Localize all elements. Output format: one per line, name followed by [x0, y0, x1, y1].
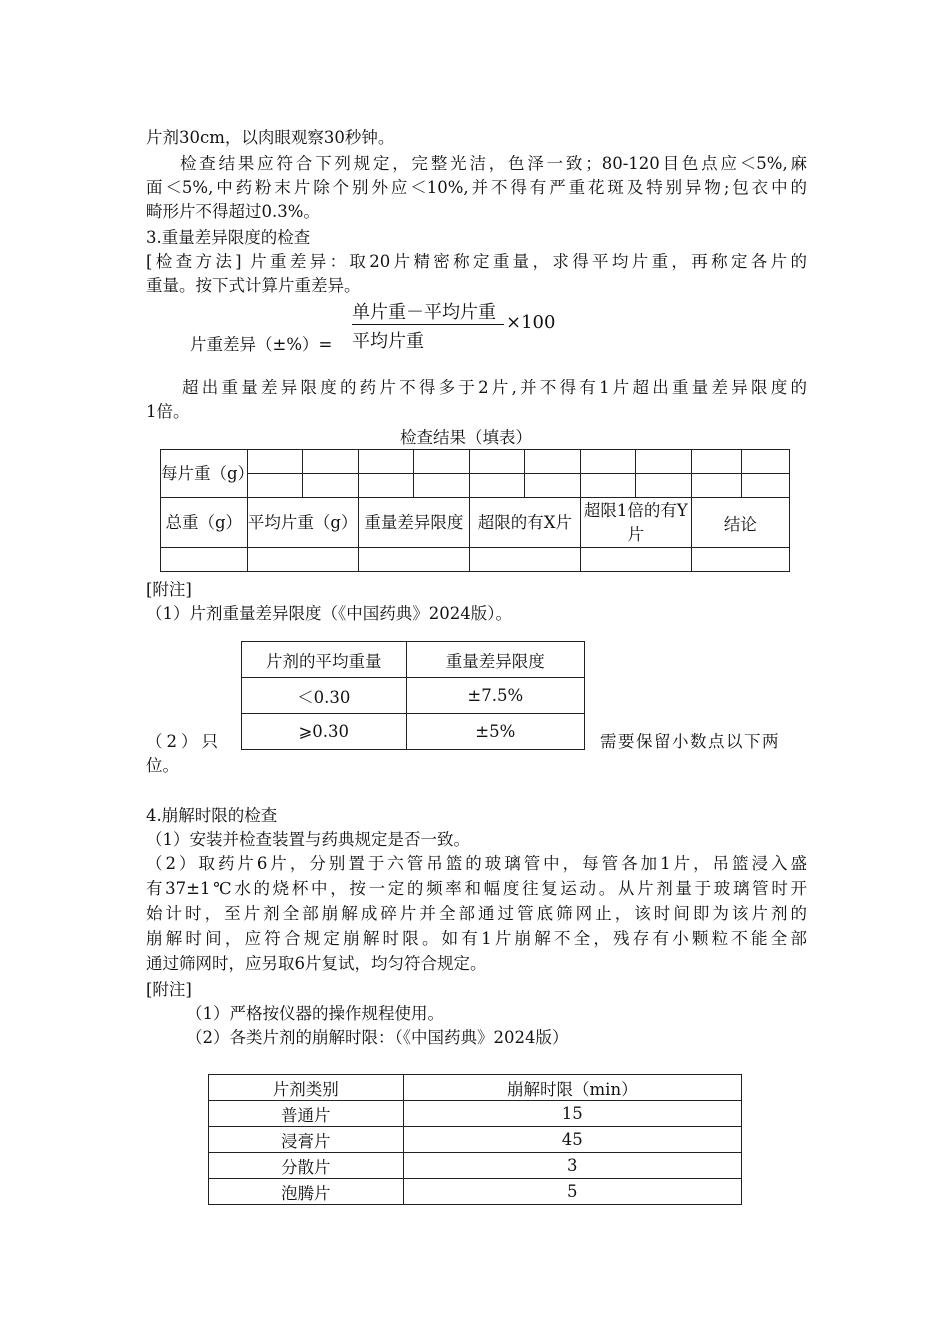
section-4-step2-line5: 通过筛网时，应另取6片复试，均匀符合规定。 — [146, 954, 487, 973]
result-table-cell — [469, 474, 525, 498]
note1-item2-left: （2）只 — [146, 732, 222, 751]
note1-item1: （1）片剂重量差异限度（《中国药典》2024版）。 — [146, 604, 512, 623]
result-table-cell — [358, 450, 414, 474]
result-table-header-limit: 重量差异限度 — [358, 498, 469, 548]
section-3-title: 3.重量差异限度的检查 — [146, 228, 311, 247]
limit-table-cell: ⩾0.30 — [242, 714, 407, 750]
result-table-cell — [247, 474, 303, 498]
result-table-header-y: 超限1倍的有Y片 — [580, 498, 691, 548]
result-table-cell — [358, 548, 469, 572]
note1-item2-right: 需要保留小数点以下两 — [600, 732, 780, 751]
section-3-rule-line1: 超出重量差异限度的药片不得多于2片,并不得有1片超出重量差异限度的 — [182, 378, 807, 397]
limit-table-header: 重量差异限度 — [406, 642, 584, 678]
formula-fraction-bar — [352, 324, 504, 325]
section-4-step2-line1: （2）取药片6片，分别置于六管吊篮的玻璃管中，每管各加1片，吊篮浸入盛 — [146, 854, 807, 873]
result-table-cell — [636, 450, 692, 474]
result-table-cell — [580, 548, 691, 572]
result-table-cell — [247, 548, 358, 572]
disintegration-table — [208, 1074, 742, 1205]
section-4-title: 4.崩解时限的检查 — [146, 806, 278, 825]
section-4-step1: （1）安装并检查装置与药典规定是否一致。 — [146, 830, 470, 849]
result-table-header-x: 超限的有X片 — [469, 498, 580, 548]
result-table-header-average: 平均片重（g） — [247, 498, 358, 548]
result-table-cell — [469, 450, 525, 474]
result-table — [160, 449, 790, 572]
result-table-cell — [742, 450, 790, 474]
note1-title: [附注] — [146, 580, 192, 599]
formula-label: 片重差异（±%）= — [190, 335, 333, 354]
paragraph-result-line2: 面＜5%,中药粉末片除个别外应＜10%,并不得有严重花斑及特别异物;包衣中的 — [146, 178, 807, 197]
result-table-cell — [691, 450, 742, 474]
disintegration-table-cell: 浸膏片 — [209, 1127, 404, 1153]
disintegration-table-header: 崩解时限（min） — [403, 1075, 741, 1101]
result-table-cell — [469, 548, 580, 572]
section-4-step2-line4: 崩解时间，应符合规定崩解时限。如有1片崩解不全，残存有小颗粒不能全部 — [146, 929, 807, 948]
disintegration-table-cell: 5 — [403, 1179, 741, 1205]
section-3-method-line2: 重量。按下式计算片重差异。 — [146, 276, 361, 295]
formula-multiplier: ×100 — [506, 312, 556, 333]
disintegration-table-cell: 45 — [403, 1127, 741, 1153]
result-table-cell — [303, 450, 359, 474]
disintegration-table-cell: 泡腾片 — [209, 1179, 404, 1205]
section-3-rule-line2: 1倍。 — [146, 402, 190, 421]
result-table-cell — [691, 548, 789, 572]
limit-table-cell: ±5% — [406, 714, 584, 750]
result-table-header-conclusion: 结论 — [691, 498, 789, 548]
result-table-cell — [161, 548, 248, 572]
limit-table-cell: ±7.5% — [406, 678, 584, 714]
limit-table — [241, 641, 585, 750]
paragraph-result-line1: 检查结果应符合下列规定，完整光洁，色泽一致；80-120目色点应＜5%,麻 — [180, 154, 807, 173]
result-table-header-total: 总重（g） — [161, 498, 248, 548]
result-table-caption: 检查结果（填表） — [400, 428, 532, 447]
disintegration-table-cell: 普通片 — [209, 1101, 404, 1127]
result-table-cell — [580, 474, 636, 498]
result-table-cell — [691, 474, 742, 498]
result-table-row1-header: 每片重（g） — [161, 450, 248, 498]
result-table-cell — [525, 474, 581, 498]
section-4-step2-line3: 始计时，至片剂全部崩解成碎片并全部通过管底筛网止，该时间即为该片剂的 — [146, 904, 807, 923]
note1-item2-end: 位。 — [146, 756, 179, 775]
result-table-cell — [525, 450, 581, 474]
result-table-cell — [414, 474, 470, 498]
disintegration-table-cell: 15 — [403, 1101, 741, 1127]
paragraph-intro: 片剂30cm，以肉眼观察30秒钟。 — [146, 128, 395, 147]
disintegration-table-cell: 分散片 — [209, 1153, 404, 1179]
result-table-cell — [580, 450, 636, 474]
section-3-method-line1: [检查方法] 片重差异：取20片精密称定重量，求得平均片重，再称定各片的 — [146, 252, 807, 271]
note2-item2: （2）各类片剂的崩解时限：（《中国药典》2024版） — [186, 1028, 569, 1047]
limit-table-header: 片剂的平均重量 — [242, 642, 407, 678]
formula-numerator: 单片重－平均片重 — [352, 302, 496, 323]
result-table-cell — [303, 474, 359, 498]
result-table-cell — [414, 450, 470, 474]
note2-title: [附注] — [146, 980, 192, 999]
formula-denominator: 平均片重 — [352, 331, 424, 352]
result-table-cell — [742, 474, 790, 498]
note2-item1: （1）严格按仪器的操作规程使用。 — [186, 1004, 444, 1023]
disintegration-table-header: 片剂类别 — [209, 1075, 404, 1101]
section-4-step2-line2: 有37±1℃水的烧杯中，按一定的频率和幅度往复运动。从片剂量于玻璃管时开 — [146, 879, 807, 898]
disintegration-table-cell: 3 — [403, 1153, 741, 1179]
result-table-cell — [358, 474, 414, 498]
result-table-cell — [247, 450, 303, 474]
paragraph-result-line3: 畸形片不得超过0.3%。 — [146, 202, 320, 221]
limit-table-cell: ＜0.30 — [242, 678, 407, 714]
result-table-cell — [636, 474, 692, 498]
